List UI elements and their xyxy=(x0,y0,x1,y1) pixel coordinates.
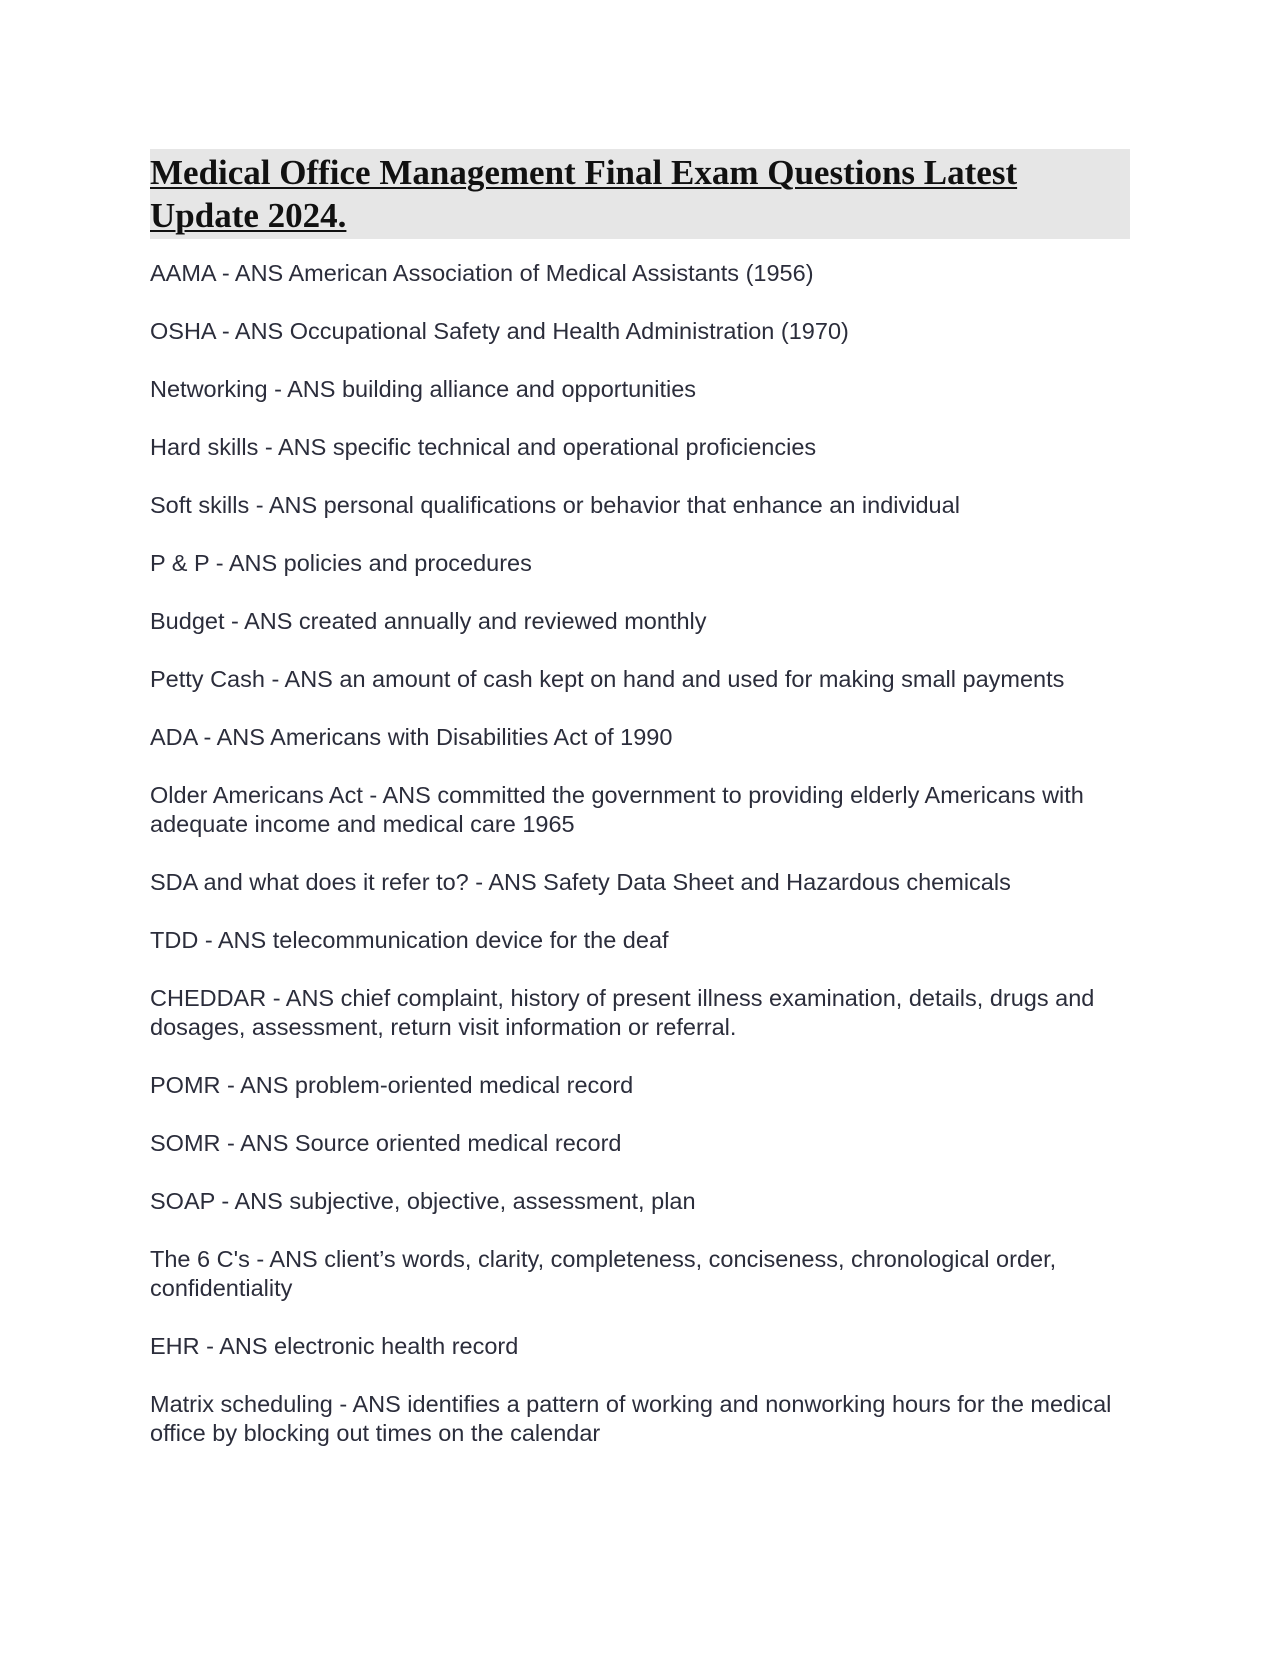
qa-item: AAMA - ANS American Association of Medical Assistants (1956) xyxy=(150,260,814,286)
qa-item: EHR - ANS electronic health record xyxy=(150,1333,519,1359)
qa-item: SOMR - ANS Source oriented medical record xyxy=(150,1130,622,1156)
title-block xyxy=(150,149,1130,239)
qa-item: POMR - ANS problem-oriented medical record xyxy=(150,1072,634,1098)
qa-item: Networking - ANS building alliance and opportunities xyxy=(150,376,697,402)
qa-item: Older Americans Act - ANS committed the government to providing elderly Americans with adequate income and medical care 1965 xyxy=(150,782,1084,837)
qa-item: Hard skills - ANS specific technical and operational proficiencies xyxy=(150,434,817,460)
qa-item: CHEDDAR - ANS chief complaint, history of present illness examination, details, drugs and dosages, assessment, return visit information or referral. xyxy=(150,985,1095,1040)
qa-item: TDD - ANS telecommunication device for the deaf xyxy=(150,927,669,953)
qa-item: P & P - ANS policies and procedures xyxy=(150,550,532,576)
document-title: Medical Office Management Final Exam Questions Latest Update 2024. xyxy=(150,153,1018,235)
document-page xyxy=(150,149,1130,1477)
qa-item: Petty Cash - ANS an amount of cash kept on hand and used for making small payments xyxy=(150,666,1065,692)
qa-item: Soft skills - ANS personal qualifications or behavior that enhance an individual xyxy=(150,492,960,518)
qa-item: ADA - ANS Americans with Disabilities Act of 1990 xyxy=(150,724,673,750)
qa-item: Matrix scheduling - ANS identifies a pattern of working and nonworking hours for the medical office by blocking out times on the calendar xyxy=(150,1391,1112,1446)
qa-item: The 6 C's - ANS client’s words, clarity, completeness, conciseness, chronological order, confidentiality xyxy=(150,1246,1057,1301)
qa-item: SOAP - ANS subjective, objective, assessment, plan xyxy=(150,1188,696,1214)
qa-item: OSHA - ANS Occupational Safety and Health Administration (1970) xyxy=(150,318,849,344)
qa-item: Budget - ANS created annually and reviewed monthly xyxy=(150,608,707,634)
qa-item: SDA and what does it refer to? - ANS Safety Data Sheet and Hazardous chemicals xyxy=(150,869,1011,895)
qa-list xyxy=(150,259,1130,1448)
